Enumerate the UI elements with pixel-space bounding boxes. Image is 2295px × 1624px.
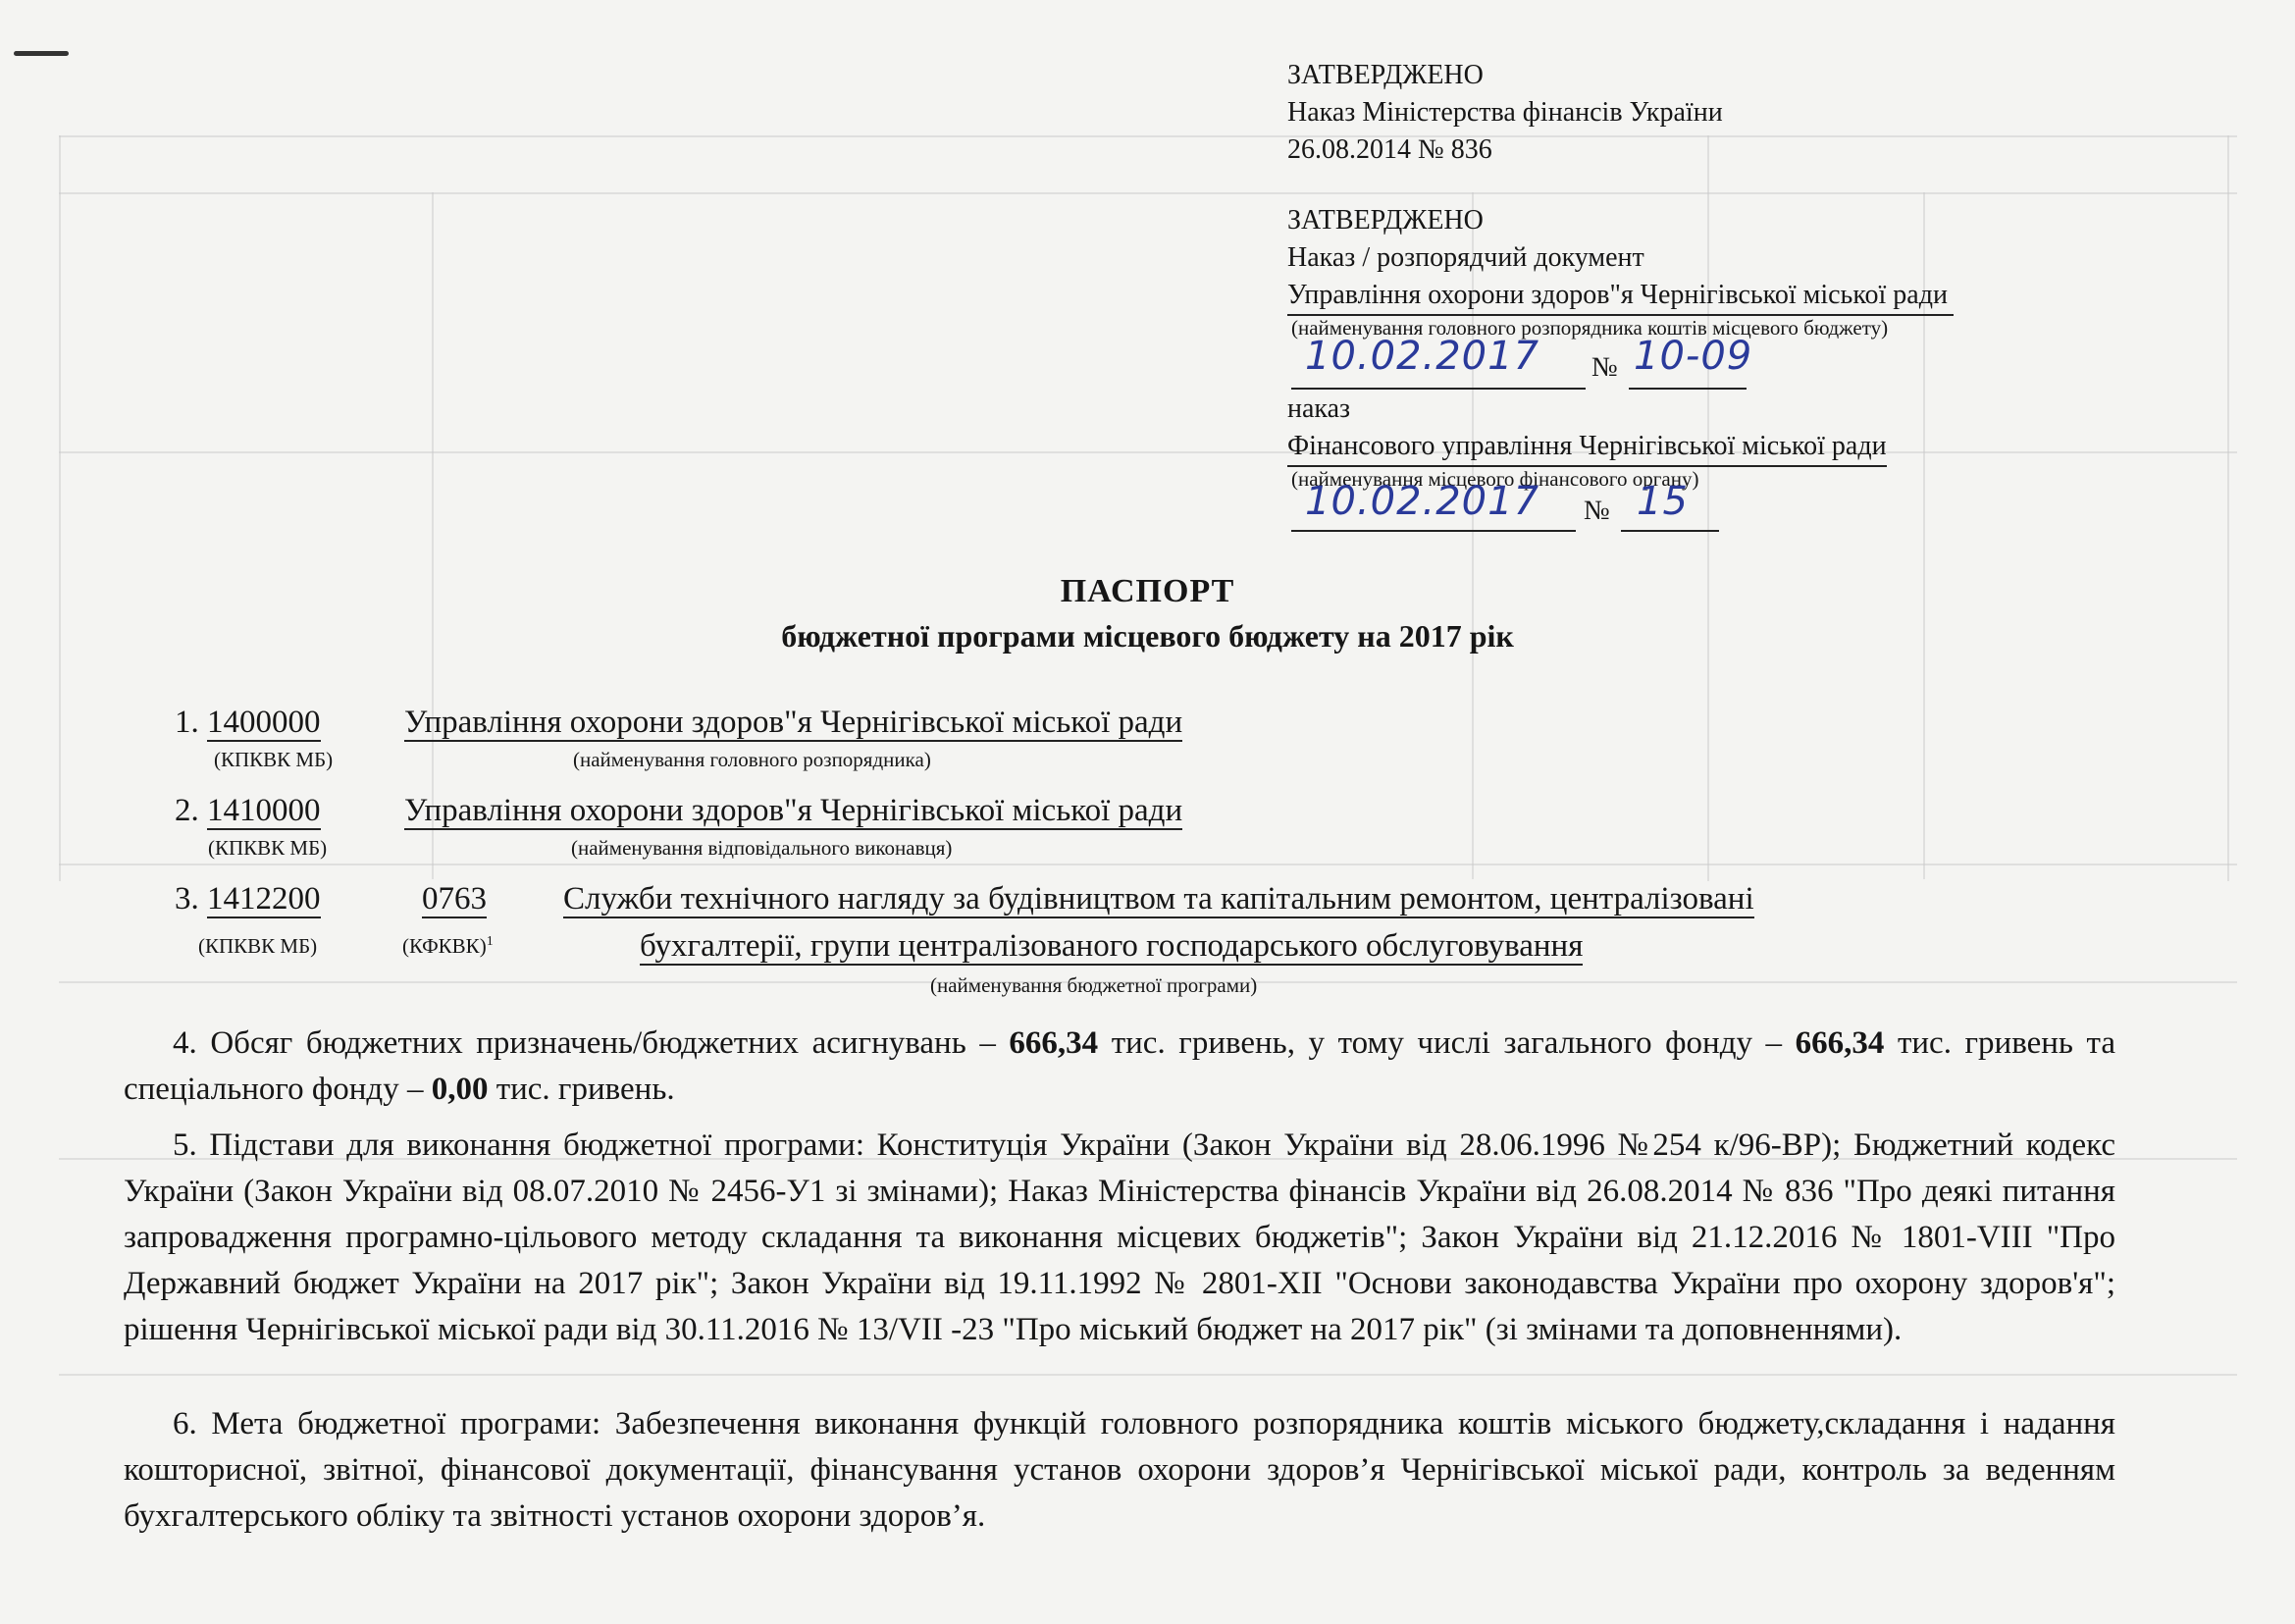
budget-special-fund: 0,00	[431, 1072, 489, 1107]
handwritten-number-1: 10-09	[1634, 334, 1753, 379]
document-subtitle: бюджетної програми місцевого бюджету на 2017 рік	[781, 618, 1514, 654]
approval-doc-type-2: наказ	[1287, 393, 1351, 424]
approval-fin-org-caption: (найменування місцевого фінансового органу)	[1291, 467, 1699, 491]
item-3: 3. 1412200	[175, 881, 321, 917]
approval-label-2: ЗАТВЕРДЖЕНО	[1287, 205, 1484, 236]
item-2-code: 1410000	[207, 793, 321, 828]
handwritten-date-1: 10.02.2017	[1305, 334, 1540, 379]
paragraph-6-goal: 6. Мета бюджетної програми: Забезпечення виконання функцій головного розпорядника коштів міського бюджету,складання і надання кошторисної, звітної, фінансової документації, фінансування установ охорони здоров’я Чернігівської міської ради, контроль за веденням бухгалтерського обліку та звітності установ охорони здоров’я.	[124, 1406, 2115, 1534]
approval-org: Управління охорони здоров"я Чернігівської міської ради	[1287, 277, 1954, 316]
approval-order-date: 26.08.2014 № 836	[1287, 134, 1492, 165]
item-2-name: Управління охорони здоров"я Чернігівської міської ради	[404, 793, 1183, 828]
item-1: 1. 1400000	[175, 705, 321, 740]
item-1-name-caption: (найменування головного розпорядника)	[573, 748, 931, 771]
item-2-code-caption: (КПКВК МБ)	[208, 836, 328, 860]
item-3-code2: 0763	[422, 881, 487, 917]
item-3-code: 1412200	[207, 881, 321, 917]
paragraph-4-budget: 4. Обсяг бюджетних призначень/бюджетних асигнувань – 666,34 тис. гривень, у тому числі загального фонду – 666,34 тис. гривень та спеціального фонду – 0,00 тис. гривень.	[124, 1025, 2115, 1107]
item-1-code-caption: (КПКВК МБ)	[214, 748, 334, 771]
handwritten-number-2: 15	[1637, 479, 1689, 524]
approval-fin-org: Фінансового управління Чернігівської міської ради	[1287, 428, 1887, 467]
item-3-code-caption: (КПКВК МБ)	[198, 934, 318, 958]
budget-total: 666,34	[1009, 1025, 1099, 1061]
item-2: 2. 1410000	[175, 793, 321, 828]
handwritten-date-2: 10.02.2017	[1305, 479, 1540, 524]
approval-doc-type: Наказ / розпорядчий документ	[1287, 242, 1644, 273]
number-sign-2: №	[1584, 496, 1610, 526]
approval-org-caption: (найменування головного розпорядника коштів місцевого бюджету)	[1291, 316, 1889, 340]
item-3-name-line2: бухгалтерії, групи централізованого господарського обслуговування	[640, 928, 1584, 964]
approval-order-ministry: Наказ Міністерства фінансів України	[1287, 97, 1723, 128]
budget-general-fund: 666,34	[1795, 1025, 1885, 1061]
document-title: ПАСПОРТ	[1060, 573, 1235, 609]
item-2-name-caption: (найменування відповідального виконавця)	[571, 836, 953, 860]
paragraph-5-basis: 5. Підстави для виконання бюджетної програми: Конституція України (Закон України від 28.06.1996 №254 к/96-ВР); Бюджетний кодекс України (Закон України від 08.07.2010 № 2456-У1 зі змінами); Наказ Міністерства фінансів України від 26.08.2014 № 836 "Про деякі питання запровадження програмно-цільового методу складання та виконання місцевих бюджетів"; Закон України від 21.12.2016 № 1801-VIII "Про Державний бюджет України на 2017 рік"; Закон України від 19.11.1992 № 2801-XII "Основи законодавства України про охорону здоров'я"; рішення Чернігівської міської ради від 30.11.2016 № 13/VII -23 "Про міський бюджет на 2017 рік" (зі змінами та доповненнями).	[124, 1127, 2115, 1347]
item-3-name-caption: (найменування бюджетної програми)	[930, 973, 1258, 997]
staple-mark	[14, 51, 69, 56]
number-sign-1: №	[1591, 352, 1618, 383]
item-1-code: 1400000	[207, 705, 321, 740]
item-1-name: Управління охорони здоров"я Чернігівської міської ради	[404, 705, 1183, 740]
item-3-code2-caption: (КФКВК)$^1$	[402, 934, 494, 958]
item-3-name-line1: Служби технічного нагляду за будівництвом та капітальним ремонтом, централізовані	[563, 881, 1754, 917]
approval-label-1: ЗАТВЕРДЖЕНО	[1287, 60, 1484, 90]
